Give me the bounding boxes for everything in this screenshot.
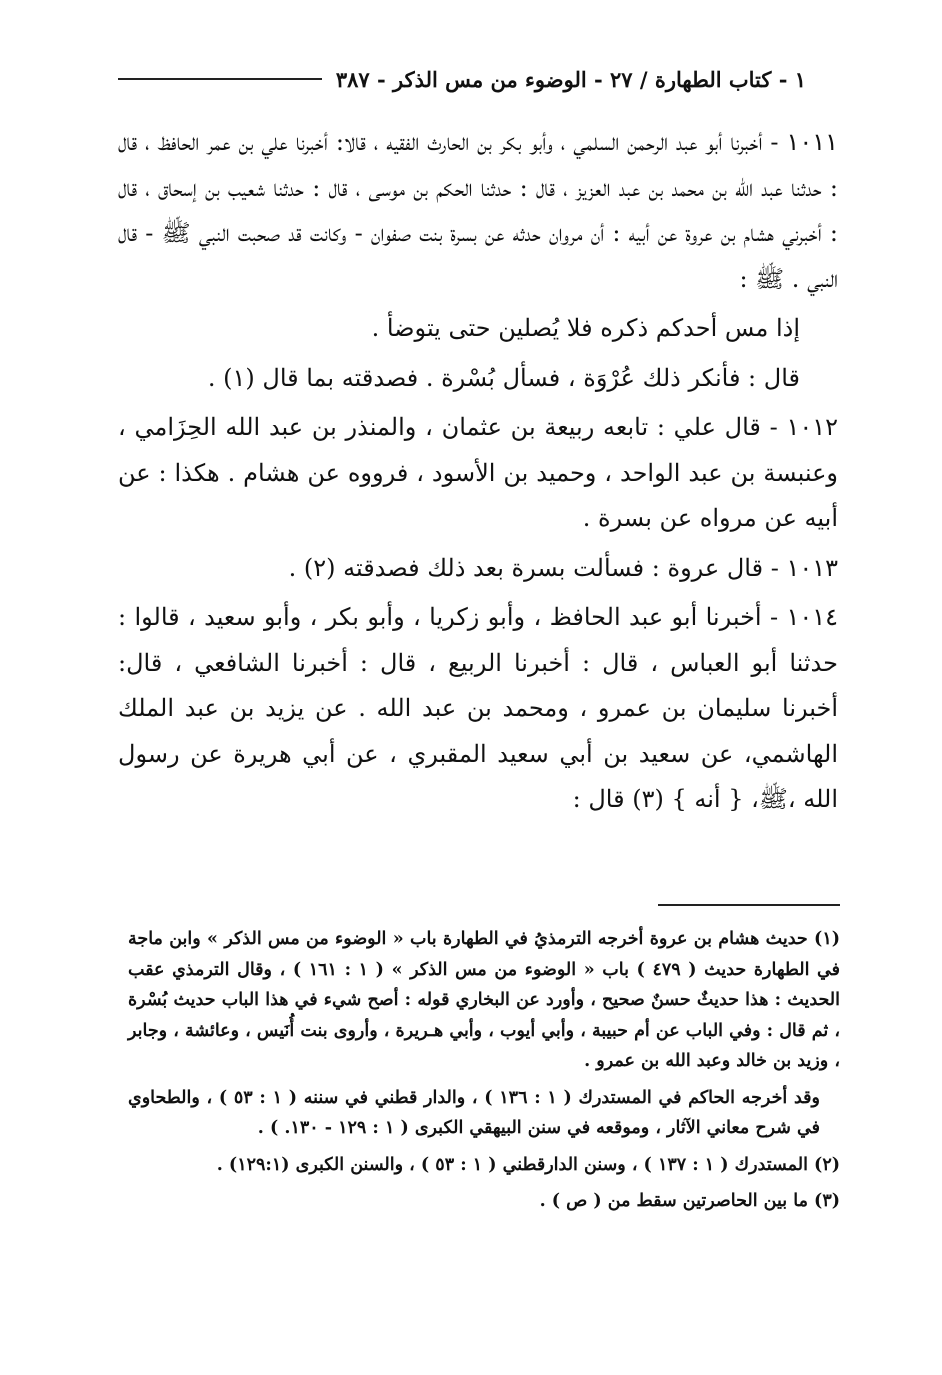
- footnote-1-continued: وقد أخرجه الحاكم في المستدرك ( ١ : ١٣٦ ) ، والدار قطني في سننه ( ١ : ٥٣ ) ، والطحاوي في شرح معاني الآثار ، وموقعه في سنن البيهقي الكبرى ( ١ : ١٢٩ - ١٣٠. ) .: [128, 1087, 820, 1138]
- footnotes: [128, 924, 840, 1223]
- main-text: [118, 120, 838, 827]
- hadith-quote: إذا مس أحدكم ذكره فلا يُصلين حتى يتوضأ .: [371, 314, 800, 342]
- footnote-1: (١) حديث هشام بن عروة أخرجه الترمذيُ في الطهارة باب « الوضوء من مس الذكر » وابن ماجة في الطهارة حديث ( ٤٧٩ ) باب « الوضوء من مس الذكر » ( ١ : ١٦١ ) ، وقال الترمذي عقب الحديث : هذا حديثٌ حسنٌ صحيح ، وأورد عن البخاري قوله : أصح شيء في هذا الباب حديث بُسْرة ، ثم قال : وفي الباب عن أم حبيبة ، وأبي أيوب ، وأبي هـريرة ، وأروى بنت أُنَيس ، وعائشة ، وجابر ، وزيد بن خالد وعبد الله بن عمرو .: [128, 929, 840, 1071]
- hadith-1011: ١٠١١ - أخبرنا أبو عبد الرحمن السلمي ، وأبو بكر بن الحارث الفقيه ، قالا: أخبرنا علي بن عمر الحافظ ، قال : حدثنا عبد الله بن محمد بن عبد العزيز ، قال : حدثنا الحكم بن موسى ، قال : حدثنا شعيب بن إسحاق ، قال : أخبرني هشام بن عروة عن أبيه : أن مروان حدثه عن بسرة بنت صفوان - وكانت قد صحبت النبي ﷺ - قال النبي . ﷺ :: [118, 128, 839, 293]
- hadith-1014: ١٠١٤ - أخبرنا أبو عبد الحافظ ، وأبو زكريا ، وأبو بكر ، وأبو سعيد ، قالوا : حدثنا أبو العباس ، قال : أخبرنا الربيع ، قال : أخبرنا الشافعي ، قال: أخبرنا سليمان بن عمرو ، ومحمد بن عبد الله . عن يزيد بن عبد الملك الهاشمي، عن سعيد بن أبي سعيد المقبري ، عن أبي هريرة عن رسول الله ،ﷺ، { أنه } (٣) قال :: [118, 603, 838, 813]
- hadith-remark: قال : فأنكر ذلك عُرْوَة ، فسأل بُسْرة . فصدقته بما قال (١) .: [207, 363, 800, 392]
- running-header: [118, 62, 806, 96]
- footnote-2: (٢) المستدرك ( ١ : ١٣٧ ) ، وسنن الدارقطني ( ١ : ٥٣ ) ، والسنن الكبرى (١٢٩:١) .: [216, 1154, 840, 1175]
- hadith-1012: ١٠١٢ - قال علي : تابعه ربيعة بن عثمان ، والمنذر بن عبد الله الحِزَامي ، وعنبسة بن عبد الواحد ، وحميد بن الأسود ، فرووه عن هشام . هكذا : عن أبيه عن مرواه عن بسرة .: [118, 413, 838, 532]
- footnote-rule: [658, 904, 840, 906]
- header-rule: [118, 78, 322, 80]
- running-header-title: ١ - كتاب الطهارة / ٢٧ - الوضوء من مس الذكر - ٣٨٧: [335, 66, 806, 92]
- hadith-1013: ١٠١٣ - قال عروة : فسألت بسرة بعد ذلك فصدقته (٢) .: [288, 553, 838, 582]
- footnote-3: (٣) ما بين الحاصرتين سقط من ( ص ) .: [539, 1191, 840, 1211]
